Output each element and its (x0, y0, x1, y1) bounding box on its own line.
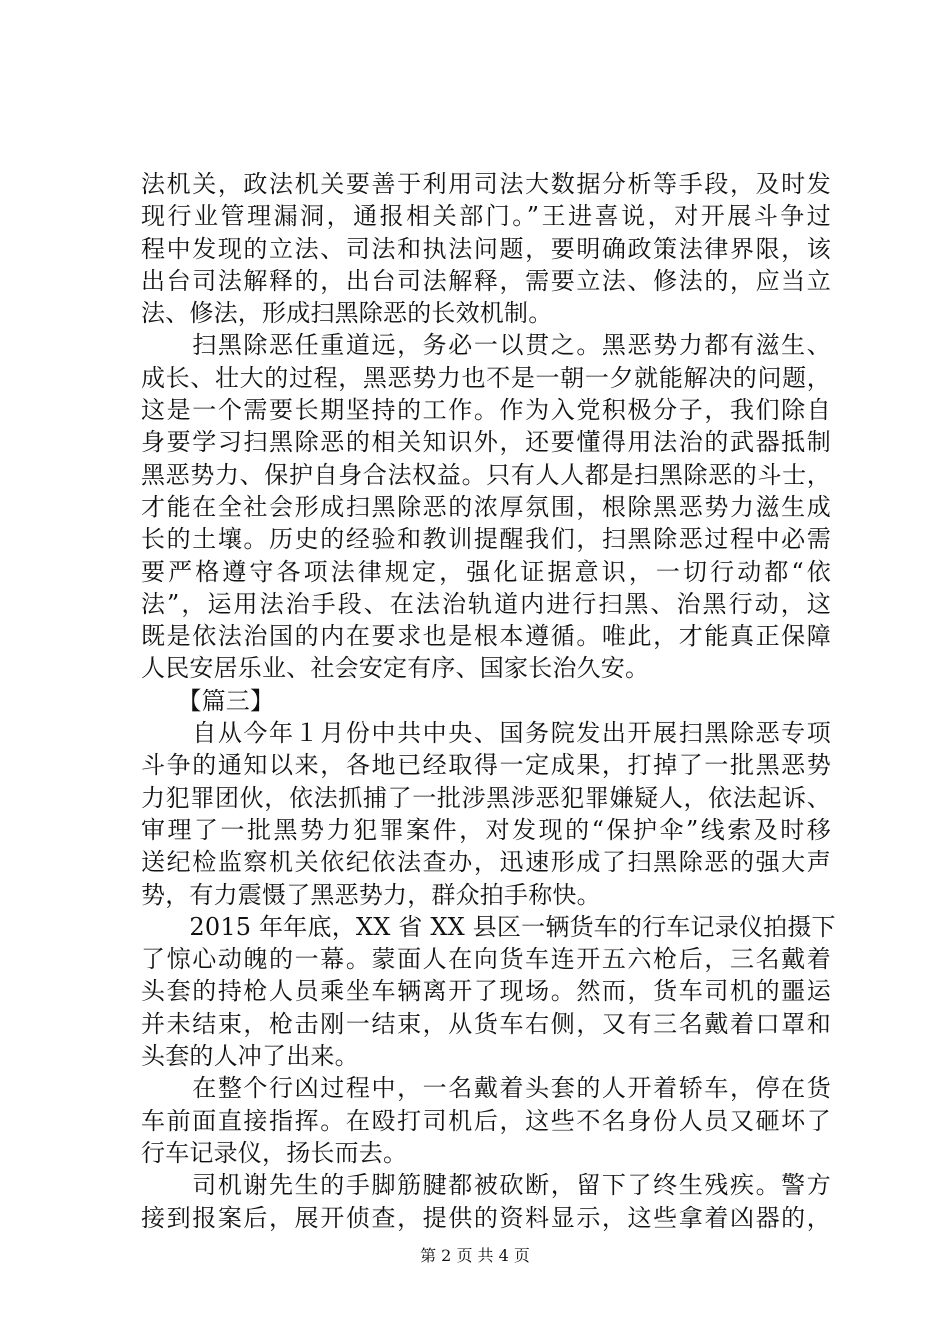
text-line: 头套的人冲了出来。 (141, 1042, 359, 1071)
text-line: 成长、壮大的过程，黑恶势力也不是一朝一夕就能解决的问题， (141, 363, 831, 392)
text-line: 现行业管理漏洞，通报相关部门。”王进喜说，对开展斗争过 (141, 202, 831, 231)
text-line: 黑恶势力、保护自身合法权益。只有人人都是扫黑除恶的斗士， (141, 460, 831, 489)
text-line: 【篇三】 (141, 686, 275, 715)
text-line: 法”，运用法治手段、在法治轨道内进行扫黑、治黑行动，这 (141, 589, 831, 618)
text-line: 势，有力震慑了黑恶势力，群众拍手称快。 (141, 880, 601, 909)
text-line: 斗争的通知以来，各地已经取得一定成果，打掉了一批黑恶势 (141, 751, 831, 780)
text-line: 了惊心动魄的一幕。蒙面人在向货车连开五六枪后，三名戴着 (141, 945, 831, 974)
text-line: 自从今年１月份中共中央、国务院发出开展扫黑除恶专项 (141, 719, 831, 748)
text-line: 行车记录仪，扬长而去。 (141, 1138, 408, 1167)
text-line: 既是依法治国的内在要求也是根本遵循。唯此，才能真正保障 (141, 622, 831, 651)
document-body (141, 168, 836, 1234)
text-line: 司机谢先生的手脚筋腱都被砍断，留下了终生残疾。警方 (141, 1171, 831, 1200)
text-line: 这是一个需要长期坚持的工作。作为入党积极分子，我们除自 (141, 396, 831, 425)
text-line: 头套的持枪人员乘坐车辆离开了现场。然而，货车司机的噩运 (141, 977, 831, 1006)
text-line: 身要学习扫黑除恶的相关知识外，还要懂得用法治的武器抵制 (141, 428, 831, 457)
text-line: 才能在全社会形成扫黑除恶的浓厚氛围，根除黑恶势力滋生成 (141, 492, 831, 521)
text-line: 在整个行凶过程中，一名戴着头套的人开着轿车，停在货 (141, 1074, 831, 1103)
text-line: 要严格遵守各项法律规定，强化证据意识，一切行动都“依 (141, 557, 831, 586)
text-line: 送纪检监察机关依纪依法查办，迅速形成了扫黑除恶的强大声 (141, 848, 831, 877)
text-line: 法、修法，形成扫黑除恶的长效机制。 (141, 299, 553, 328)
text-line: 2015 年年底，XX 省 XX 县区一辆货车的行车记录仪拍摄下 (141, 912, 836, 941)
text-line: 长的土壤。历史的经验和教训提醒我们，扫黑除恶过程中必需 (141, 525, 831, 554)
text-line: 出台司法解释的，出台司法解释，需要立法、修法的，应当立 (141, 266, 831, 295)
text-line: 审理了一批黑势力犯罪案件，对发现的“保护伞”线索及时移 (141, 815, 831, 844)
text-line: 并未结束，枪击刚一结束，从货车右侧，又有三名戴着口罩和 (141, 1009, 831, 1038)
text-line: 程中发现的立法、司法和执法问题，要明确政策法律界限，该 (141, 234, 831, 263)
text-line: 人民安居乐业、社会安定有序、国家长治久安。 (141, 654, 650, 683)
page-footer: 第 2 页 共 4 页 (420, 1246, 530, 1265)
text-line: 力犯罪团伙，依法抓捕了一批涉黑涉恶犯罪嫌疑人，依法起诉、 (141, 783, 831, 812)
text-line: 接到报案后，展开侦查，提供的资料显示，这些拿着凶器的， (141, 1203, 831, 1232)
text-line: 扫黑除恶任重道远，务必一以贯之。黑恶势力都有滋生、 (141, 331, 831, 360)
text-line: 法机关，政法机关要善于利用司法大数据分析等手段，及时发 (141, 170, 831, 198)
text-line: 车前面直接指挥。在殴打司机后，这些不名身份人员又砸坏了 (141, 1106, 831, 1135)
